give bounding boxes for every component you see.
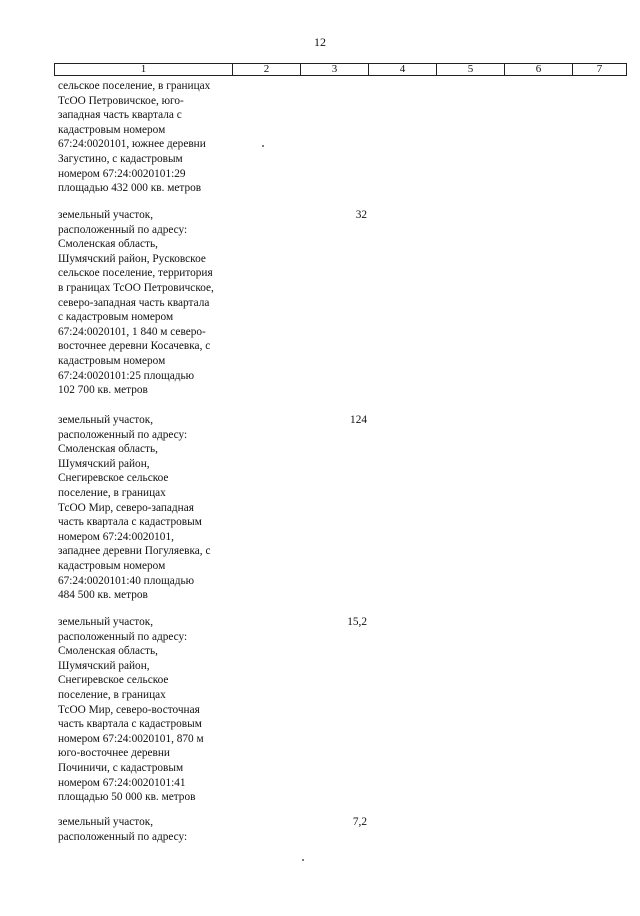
column-header-7: 7	[573, 64, 627, 76]
entry-line: площадью 50 000 кв. метров	[58, 791, 196, 804]
column-header-5: 5	[437, 64, 505, 76]
entry-line: расположенный по адресу:	[58, 630, 188, 643]
land-plot-entry	[58, 815, 318, 844]
column-header-3: 3	[301, 64, 369, 76]
column-header-6: 6	[505, 64, 573, 76]
column-header-1: 1	[55, 64, 233, 76]
quantity-value: 7,2	[352, 816, 367, 828]
entry-line: сельское поселение, в границах	[58, 80, 211, 92]
entry-line: 67:24:0020101:40 площадью	[58, 574, 195, 587]
column-header-2: 2	[233, 64, 301, 76]
entry-line: часть квартала с кадастровым	[58, 516, 202, 529]
entry-line: 67:24:0020101, 1 840 м северо-	[58, 325, 206, 338]
entry-line: земельный участок,	[58, 414, 154, 426]
entry-line: кадастровым номером	[58, 559, 166, 572]
entry-line: Смоленская область,	[58, 645, 158, 658]
entry-line: Шумячский район,	[58, 659, 150, 672]
entry-line: Смоленская область,	[58, 443, 158, 456]
entry-line: 484 500 кв. метров	[58, 589, 148, 602]
entry-line: расположенный по адресу:	[58, 223, 188, 236]
entry-line: западнее деревни Погуляевка, с	[58, 545, 211, 558]
entry-line: Загустино, с кадастровым	[58, 152, 183, 165]
entry-line: Шумячский район, Русковское	[58, 252, 206, 265]
entry-line: Шумячский район,	[58, 457, 150, 470]
entry-line: с кадастровым номером	[58, 311, 174, 324]
entry-line: в границах ТсОО Петровичское,	[58, 281, 214, 294]
entry-line: 102 700 кв. метров	[58, 384, 148, 397]
entry-line: земельный участок,	[58, 616, 154, 628]
entry-line: Снегиревское сельское	[58, 674, 169, 687]
land-plot-entry	[58, 79, 318, 196]
entry-line: северо-западная часть квартала	[58, 296, 210, 309]
entry-line: ТсОО Мир, северо-восточная	[58, 703, 200, 716]
quantity-value: 32	[355, 209, 367, 221]
entry-line: Починичи, с кадастровым	[58, 761, 184, 774]
column-header-table	[54, 63, 627, 76]
entry-line: кадастровым номером	[58, 123, 166, 136]
entry-line: номером 67:24:0020101,	[58, 530, 174, 543]
entry-line: расположенный по адресу:	[58, 428, 188, 441]
scan-speck	[302, 859, 304, 861]
quantity-value: 15,2	[347, 616, 367, 628]
entry-line: 67:24:0020101, южнее деревни	[58, 138, 206, 151]
scan-speck	[262, 145, 264, 147]
quantity-value: 124	[350, 414, 367, 426]
land-plot-entry	[58, 208, 318, 398]
column-header-row	[55, 64, 627, 76]
entry-line: поселение, в границах	[58, 486, 166, 499]
entry-line: номером 67:24:0020101, 870 м	[58, 732, 204, 745]
land-plot-entry	[58, 615, 318, 805]
entry-line: земельный участок,	[58, 816, 154, 828]
entry-line: ТсОО Мир, северо-западная	[58, 501, 194, 514]
entry-line: номером 67:24:0020101:29	[58, 167, 186, 180]
entry-line: ТсОО Петровичское, юго-	[58, 94, 184, 107]
entry-line: кадастровым номером	[58, 354, 166, 367]
entry-line: сельское поселение, территория	[58, 267, 213, 280]
entry-line: западная часть квартала с	[58, 109, 182, 122]
entry-line: восточнее деревни Косачевка, с	[58, 340, 211, 353]
page-number: 12	[314, 35, 326, 49]
entry-line: расположенный по адресу:	[58, 830, 188, 843]
entry-line: 67:24:0020101:25 площадью	[58, 369, 195, 382]
entry-line: земельный участок,	[58, 209, 154, 221]
entry-line: поселение, в границах	[58, 688, 166, 701]
land-plot-entry	[58, 413, 318, 603]
entry-line: площадью 432 000 кв. метров	[58, 182, 202, 195]
entry-line: Смоленская область,	[58, 238, 158, 251]
entry-line: юго-восточнее деревни	[58, 747, 170, 760]
column-header-4: 4	[369, 64, 437, 76]
entry-line: часть квартала с кадастровым	[58, 718, 202, 731]
entry-line: номером 67:24:0020101:41	[58, 776, 186, 789]
entry-line: Снегиревское сельское	[58, 472, 169, 485]
